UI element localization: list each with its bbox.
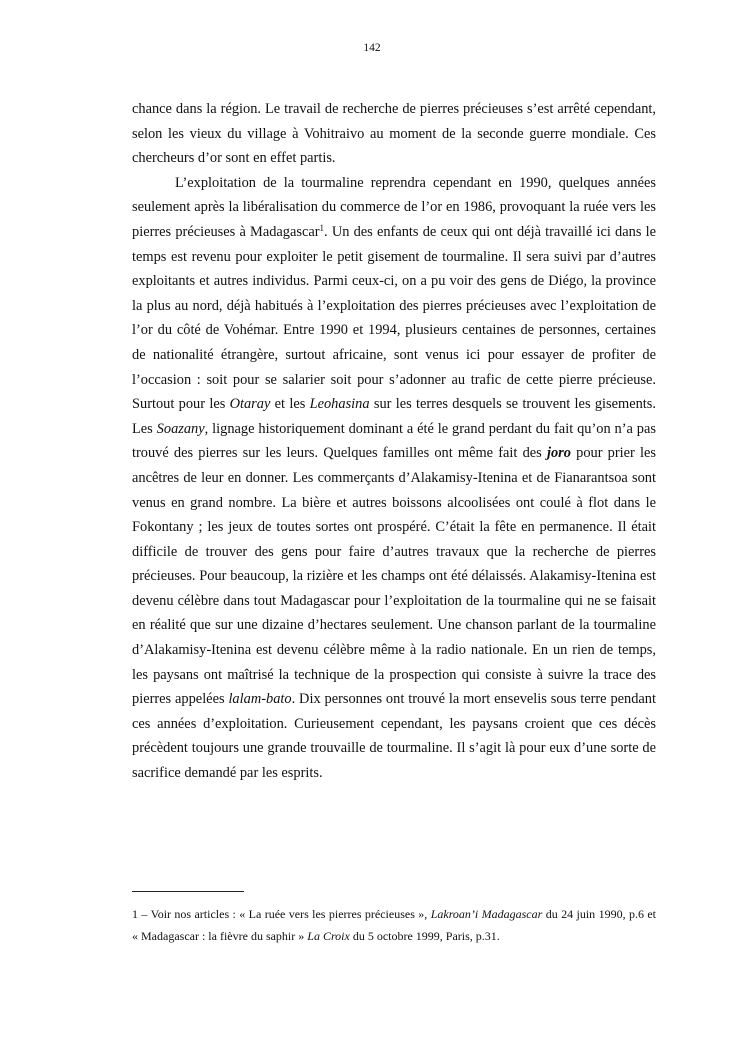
italic-term: Otaray	[229, 396, 271, 413]
italic-term: lalam-bato	[228, 691, 292, 708]
bold-italic-term: joro	[546, 445, 571, 462]
text-run: 1 – Voir nos articles : « La ruée vers les pierres précieuses »,	[132, 907, 431, 921]
text-run: . Dix personnes ont trouvé la mort ensevelis sous terre pendant ces années d’exploitation. Curieusement cependant, les paysans croient que ces décès précèdent toujours une grande trouvaille de tourmaline. Il s’agit là pour eux d’une sorte de sacrifice demandé par les esprits.	[132, 691, 656, 782]
body-text	[132, 97, 656, 786]
text-run: et les	[270, 396, 310, 413]
text-run: sur les terres desquels se trouvent les gisements. Les	[132, 396, 656, 437]
italic-title: Lakroan’i Madagascar	[430, 907, 543, 921]
footnote-reference: 1	[319, 222, 325, 233]
italic-title: La Croix	[307, 929, 350, 943]
page-number: 142	[363, 42, 381, 54]
italic-term: Leohasina	[309, 396, 370, 413]
footnote	[132, 903, 656, 947]
text-run: du 5 octobre 1999, Paris, p.31.	[349, 929, 500, 943]
text-run: du 24 juin 1990, p.6 et « Madagascar : la fièvre du saphir »	[132, 907, 657, 943]
text-run: L’exploitation de la tourmaline reprendra cependant en 1990, quelques années seulement après la libéralisation du commerce de l’or en 1986, provoquant la ruée vers les pierres précieuses à Madagascar	[132, 174, 656, 240]
paragraph-1: chance dans la région. Le travail de recherche de pierres précieuses s’est arrêté cependant, selon les vieux du village à Vohitraivo au moment de la seconde guerre mondiale. Ces chercheurs d’or sont en effet partis.	[132, 101, 656, 167]
footnote-separator	[132, 891, 244, 892]
text-run: pour prier les ancêtres de leur en donner. Les commerçants d’Alakamisy-Itenina et de Fianarantsoa sont venus en grand nombre. La bière et autres boissons alcoolisées ont coulé à flot dans le Fokontany ; les jeux de toutes sortes ont prospéré. C’était la fête en permanence. Il était difficile de trouver des gens pour faire d’autres travaux que la recherche de pierres précieuses. Pour beaucoup, la rizière et les champs ont été délaissés. Alakamisy-Itenina est devenu célèbre dans tout Madagascar pour l’exploitation de la tourmaline qui ne se faisait en réalité que sur une dizaine d’hectares seulement. Une chanson parlant de la tourmaline d’Alakamisy-Itenina est devenu célèbre même à la radio nationale. En un rien de temps, les paysans ont maîtrisé la technique de la prospection qui consiste à suivre la trace des pierres appelées	[132, 445, 657, 708]
text-run: , lignage historiquement dominant a été le grand perdant du fait qu’on n’a pas trouvé des pierres sur les leurs. Quelques familles ont même fait des	[132, 420, 656, 462]
text-run: . Un des enfants de ceux qui ont déjà travaillé ici dans le temps est revenu pour exploiter le petit gisement de tourmaline. Il sera suivi par d’autres exploitants et autres individus. Parmi ceux-ci, on a pu voir des gens de Diégo, la province la plus au nord, déjà habitués à l’exploitation des pierres précieuses avec l’exploitation de l’or du côté de Vohémar. Entre 1990 et 1994, plusieurs centaines de personnes, certaines de nationalité étrangère, surtout africaine, sont venus ici pour essayer de profiter de l’occasion : soit pour se salarier soit pour s’adonner au trafic de cette pierre précieuse. Surtout pour les	[132, 223, 656, 413]
italic-term: Soazany	[156, 420, 205, 437]
paragraph-2	[132, 171, 656, 786]
